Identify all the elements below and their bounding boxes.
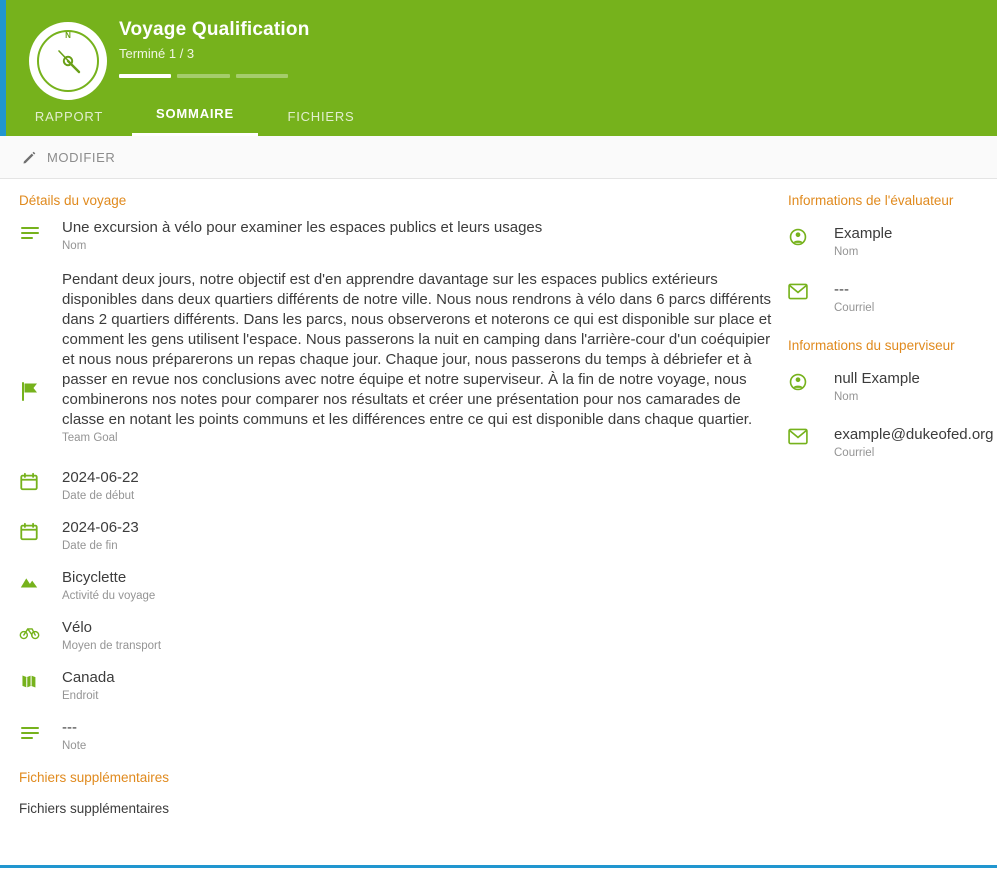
field-location <box>0 662 780 706</box>
supervisor-name-value: null Example <box>834 370 920 387</box>
field-note <box>0 712 780 756</box>
activity-value: Bicyclette <box>62 569 127 586</box>
field-team-goal <box>0 256 780 448</box>
page-title: Voyage Qualification <box>119 19 310 40</box>
location-label: Endroit <box>62 690 99 702</box>
end-date-value: 2024-06-23 <box>62 519 139 536</box>
supervisor-email-label: Courriel <box>834 447 875 459</box>
assessor-email-row <box>788 274 997 318</box>
envelope-icon <box>788 428 810 450</box>
start-date-value: 2024-06-22 <box>62 469 139 486</box>
supervisor-name-row <box>788 363 997 407</box>
compass-icon <box>53 46 83 76</box>
progress-segment-1 <box>119 74 171 78</box>
supervisor-section-title: Informations du superviseur <box>788 338 955 353</box>
assessor-email-label: Courriel <box>834 302 875 314</box>
mountain-icon <box>19 572 41 594</box>
end-date-label: Date de fin <box>62 540 118 552</box>
text-lines-icon <box>19 222 41 244</box>
activity-label: Activité du voyage <box>62 590 156 602</box>
trip-name-label: Nom <box>62 240 87 252</box>
calendar-icon <box>19 522 41 544</box>
field-transport <box>0 612 780 656</box>
bicycle-icon <box>19 622 41 644</box>
award-logo <box>29 22 107 100</box>
team-goal-label: Team Goal <box>62 432 118 444</box>
transport-value: Vélo <box>62 619 93 636</box>
field-start-date <box>0 462 780 506</box>
field-trip-name <box>0 212 780 256</box>
assessor-name-value: Example <box>834 225 893 242</box>
assessor-email-value: --- <box>834 281 849 298</box>
trip-details-title: Détails du voyage <box>19 193 127 208</box>
additional-files-title: Fichiers supplémentaires <box>19 770 170 785</box>
edit-button-label: MODIFIER <box>47 149 116 165</box>
progress-segment-2 <box>177 74 229 78</box>
additional-files-text: Fichiers supplémentaires <box>19 801 170 816</box>
start-date-label: Date de début <box>62 490 135 502</box>
tab-fichiers[interactable]: FICHIERS <box>287 109 355 124</box>
field-end-date <box>0 512 780 556</box>
location-value: Canada <box>62 669 115 686</box>
person-icon <box>788 227 810 249</box>
note-value: --- <box>62 719 77 736</box>
page-header <box>0 0 997 136</box>
map-icon <box>19 672 41 694</box>
assessor-section-title: Informations de l'évaluateur <box>788 193 954 208</box>
assessor-name-label: Nom <box>834 246 859 258</box>
supervisor-email-row <box>788 419 997 463</box>
edit-toolbar[interactable] <box>0 136 997 179</box>
calendar-icon <box>19 472 41 494</box>
supervisor-email-value: example@dukeofed.org <box>834 426 994 443</box>
note-label: Note <box>62 740 87 752</box>
person-icon <box>788 372 810 394</box>
flag-icon <box>19 380 41 402</box>
compass-north-label: N <box>65 31 71 40</box>
field-activity <box>0 562 780 606</box>
summary-content <box>0 179 997 869</box>
pencil-icon <box>22 150 37 165</box>
tab-bar <box>6 98 384 136</box>
assessor-name-row <box>788 218 997 262</box>
people-info-column <box>788 179 997 463</box>
trip-name-value: Une excursion à vélo pour examiner les espaces publics et leurs usages <box>62 219 543 236</box>
envelope-icon <box>788 283 810 305</box>
progress-indicator <box>119 74 288 78</box>
text-lines-icon <box>19 722 41 744</box>
tab-sommaire[interactable]: SOMMAIRE <box>132 106 258 136</box>
trip-details-column <box>0 179 780 816</box>
team-goal-value: Pendant deux jours, notre objectif est d'en apprendre davantage sur les espaces publics extérieurs disponibles dans deux quartiers différents de notre ville. Nous nous rendrons à vélo dans 6 parcs différents dans 2 quartiers différents. Dans les parcs, nous observerons et noterons ce qui est disponible sur place et comment les gens utilisent l'espace. Nous passerons la nuit en camping dans l'arrière-cour d'un coéquipier et nous nous préparerons un repas chaque jour. Chaque jour, nous passerons du temps à débriefer et à passer en revue nos conclusions avec notre équipe et notre superviseur. À la fin de notre voyage, nous combinerons nos notes pour comparer nos résultats et créer une présentation pour nos camarades de classe en notant les points communs et les différences entre ce qui est disponible dans chaque quartier. <box>62 271 772 428</box>
supervisor-name-label: Nom <box>834 391 859 403</box>
completion-status: Terminé 1 / 3 <box>119 46 195 61</box>
tab-rapport[interactable]: RAPPORT <box>34 109 104 124</box>
progress-segment-3 <box>236 74 288 78</box>
transport-label: Moyen de transport <box>62 640 162 652</box>
